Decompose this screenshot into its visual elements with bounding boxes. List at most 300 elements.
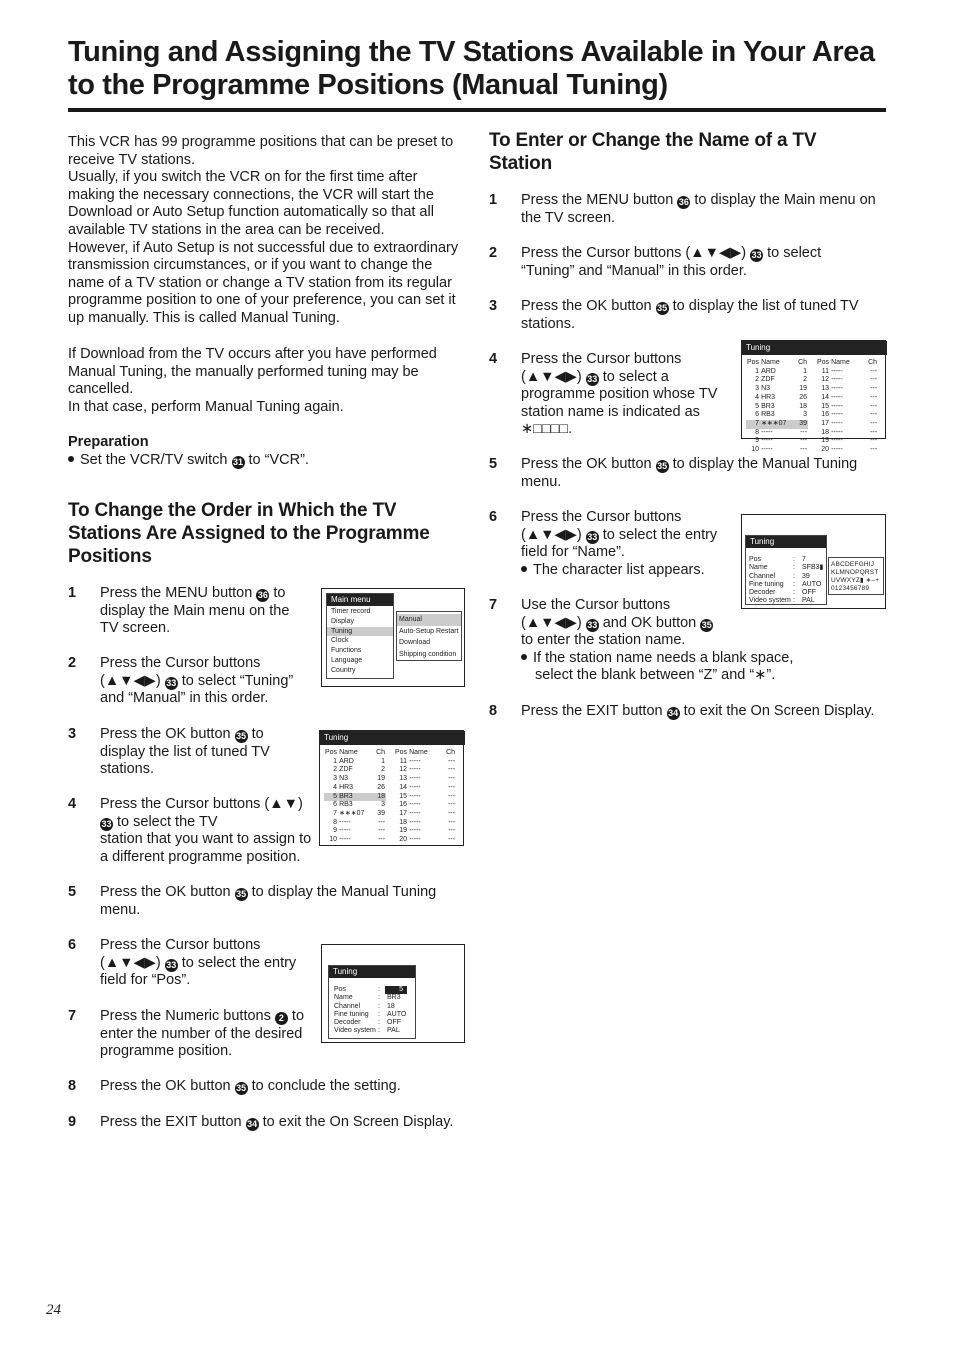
setting-colon: : <box>378 1002 380 1010</box>
character-row: ABCDEFGHIJ <box>831 561 875 568</box>
table-cell: --- <box>870 428 878 436</box>
setting-row <box>749 581 827 589</box>
setting-colon: : <box>378 1010 380 1018</box>
text-line: Press the MENU button 36 to <box>100 585 286 601</box>
setting-value: 5 <box>385 986 407 994</box>
setting-row <box>749 597 827 605</box>
text-line: enter the number of the desired <box>100 1025 303 1042</box>
button-number-icon: 33 <box>587 531 598 542</box>
bullet-icon <box>68 456 74 462</box>
text-line: display the list of tuned TV <box>100 743 270 760</box>
button-number-icon: 31 <box>232 457 243 467</box>
table-cell: --- <box>378 818 386 826</box>
table-cell: ----- <box>339 836 351 844</box>
table-cell: 19 <box>799 385 808 393</box>
text-line: Press the Cursor buttons (▲▼◀▶) 33 to select <box>521 245 822 261</box>
menu-item: Functions <box>331 647 362 655</box>
table-cell: ZDF <box>339 766 353 774</box>
column-header: Name <box>831 359 850 366</box>
table-cell: --- <box>870 419 878 427</box>
table-cell: HR3 <box>339 783 354 791</box>
menu-item: Clock <box>331 637 349 645</box>
button-number-icon: 35 <box>657 461 668 471</box>
text-line: However, if Auto Setup is not successful due to extraordinary <box>68 239 459 256</box>
table-cell: --- <box>448 818 456 826</box>
text-line: transmission circumstances, or if you want to change the <box>68 257 433 274</box>
table-cell: --- <box>870 437 878 445</box>
setting-label: Pos <box>749 556 762 563</box>
table-cell: ----- <box>339 818 351 826</box>
setting-value: SFB3▮ <box>802 564 824 572</box>
text-line: 33 to select the TV <box>101 813 218 830</box>
table-cell: ----- <box>831 393 843 401</box>
table-cell: 7 <box>755 419 760 427</box>
text-line: (▲▼◀▶) 33 to select “Tuning” <box>100 672 294 689</box>
character-row: UVWXYZ▮ ∗–+ <box>831 577 880 584</box>
table-row <box>324 758 386 767</box>
table-cell: --- <box>448 775 456 783</box>
step-number: 7 <box>68 1008 77 1024</box>
button-number-icon: 33 <box>751 250 762 260</box>
button-number-icon: 34 <box>668 708 679 718</box>
table-row <box>746 368 808 377</box>
table-row <box>394 775 456 784</box>
manual-tuning-pos-screen <box>321 944 465 1043</box>
table-cell: --- <box>870 446 878 454</box>
table-row <box>816 376 878 385</box>
table-cell: 26 <box>377 783 386 791</box>
table-cell: 3 <box>803 411 808 419</box>
table-cell: ----- <box>409 801 421 809</box>
step-number: 1 <box>68 585 77 601</box>
button-number-icon: 33 <box>587 619 598 630</box>
table-cell: 19 <box>821 437 830 445</box>
setting-value: BR3 <box>387 994 401 1002</box>
text-line: display the Main menu on the <box>100 602 290 619</box>
setting-label: Decoder <box>749 589 776 597</box>
page-title <box>68 36 888 102</box>
tuning-submenu-items <box>397 614 461 660</box>
text-line: the TV screen. <box>521 209 616 226</box>
text-line: available TV stations in the area can be received. <box>68 221 385 238</box>
table-row <box>394 819 456 828</box>
title-line-2: to the Programme Positions (Manual Tuning) <box>68 69 668 101</box>
table-cell: ----- <box>831 385 843 393</box>
table-cell: ----- <box>831 446 843 454</box>
table-cell: 4 <box>755 393 760 401</box>
setting-row <box>334 986 414 994</box>
manual-tuning-rows <box>749 556 827 606</box>
step-number: 6 <box>489 509 498 525</box>
tuning-list-header: Tuning <box>742 341 887 355</box>
table-cell: 3 <box>333 775 338 783</box>
text-line: Press the Cursor buttons (▲▼) <box>100 796 303 812</box>
text-line: Positions <box>68 546 152 567</box>
main-menu-panel <box>326 593 394 679</box>
table-row <box>394 758 456 767</box>
table-cell: ----- <box>409 792 421 800</box>
step-number: 5 <box>489 456 498 472</box>
table-cell: --- <box>870 402 878 410</box>
setting-label: Pos <box>334 986 347 993</box>
table-row <box>324 827 386 836</box>
table-cell: ----- <box>409 818 421 826</box>
setting-label: Video system <box>334 1027 376 1035</box>
table-row <box>746 394 808 403</box>
table-cell: 14 <box>821 393 830 401</box>
button-number-icon: 35 <box>657 303 668 313</box>
submenu-item: Shipping condition <box>399 650 457 658</box>
table-cell: 10 <box>751 446 760 454</box>
intro-paragraph-2 <box>68 346 468 416</box>
table-row <box>746 420 808 429</box>
step-number: 8 <box>68 1078 77 1094</box>
table-cell: 1 <box>755 367 760 375</box>
table-cell: 2 <box>803 376 808 384</box>
table-cell: 13 <box>821 385 830 393</box>
preparation-text: Set the VCR/TV switch <box>80 452 228 468</box>
table-cell: 8 <box>755 428 760 436</box>
setting-value: AUTO <box>387 1010 407 1018</box>
table-row <box>816 446 878 455</box>
table-row <box>324 793 386 802</box>
step-number: 1 <box>489 192 498 208</box>
step-number: 7 <box>489 597 498 613</box>
table-cell: 18 <box>799 402 808 410</box>
table-cell: ----- <box>831 411 843 419</box>
text-line: programme position whose TV <box>521 386 718 403</box>
setting-value: PAL <box>387 1027 400 1035</box>
table-row <box>816 368 878 377</box>
setting-value: PAL <box>802 597 815 605</box>
table-cell: --- <box>448 827 456 835</box>
table-row <box>746 403 808 412</box>
setting-colon: : <box>793 572 795 580</box>
setting-value: OFF <box>802 589 816 597</box>
preparation-item <box>68 452 309 470</box>
table-cell: --- <box>378 827 386 835</box>
table-cell: --- <box>448 757 456 765</box>
table-cell: HR3 <box>761 393 776 401</box>
button-number-icon: 36 <box>257 590 268 600</box>
table-cell: ----- <box>409 809 421 817</box>
table-cell: 6 <box>755 411 760 419</box>
column-header: Pos <box>817 359 830 366</box>
text-line: station that you want to assign to <box>100 831 312 848</box>
table-cell: 26 <box>799 393 808 401</box>
bullet-icon <box>521 566 527 572</box>
setting-label: Channel <box>334 1002 361 1010</box>
text-line: cancelled. <box>68 381 134 398</box>
setting-colon: : <box>793 564 795 572</box>
text-line: Press the Cursor buttons <box>521 351 682 367</box>
character-list-panel <box>828 557 884 595</box>
text-line: Press the OK button 35 to display the list of tuned TV <box>521 298 859 314</box>
table-cell: ----- <box>339 827 351 835</box>
text-line: Download or Auto Setup function automatically so that all <box>68 204 434 221</box>
table-cell: ----- <box>831 437 843 445</box>
table-row <box>394 827 456 836</box>
text-line: If Download from the TV occurs after you have performed <box>68 346 437 362</box>
table-row <box>394 836 456 845</box>
setting-row <box>334 1027 414 1035</box>
table-cell: 2 <box>381 766 386 774</box>
text-line: stations. <box>521 315 575 332</box>
text-line: to enter the station name. <box>521 632 686 649</box>
table-cell: ----- <box>831 367 843 375</box>
table-row <box>394 793 456 802</box>
table-cell: 11 <box>821 367 830 375</box>
table-cell: 17 <box>821 419 830 427</box>
step-number: 6 <box>68 937 77 953</box>
manual-tuning-rows <box>334 986 414 1036</box>
tuning-list-right-column <box>394 749 456 845</box>
step-number: 3 <box>68 726 77 742</box>
table-cell: ----- <box>831 376 843 384</box>
setting-colon: : <box>793 556 795 563</box>
setting-row <box>334 994 414 1002</box>
character-row: KLMNOPQRST <box>831 569 879 576</box>
table-cell: 20 <box>821 446 830 454</box>
text-line: menu. <box>521 473 562 490</box>
setting-row <box>749 573 827 581</box>
table-cell: 14 <box>399 783 408 791</box>
table-row <box>746 376 808 385</box>
text-line: Use the Cursor buttons <box>521 597 671 613</box>
text-line: Press the OK button 35 to display the Manual Tuning <box>100 884 437 900</box>
text-line: Press the EXIT button 34 to exit the On Screen Display. <box>521 703 875 719</box>
table-cell: 1 <box>333 757 338 765</box>
table-row <box>816 429 878 438</box>
text-line: a different programme position. <box>100 848 301 865</box>
text-line <box>521 667 901 685</box>
table-cell: 13 <box>399 775 408 783</box>
character-list <box>831 561 879 593</box>
setting-colon: : <box>793 589 795 597</box>
text-line: ∗□□□□. <box>521 421 573 438</box>
table-row <box>324 819 386 828</box>
button-number-icon: 35 <box>236 889 247 899</box>
table-cell: 39 <box>377 809 386 817</box>
setting-colon: : <box>793 597 795 605</box>
step-text <box>521 245 901 280</box>
table-cell: BR3 <box>761 402 775 410</box>
character-row: 0123456789 <box>831 585 870 592</box>
text-line: and “Manual” in this order. <box>100 690 269 707</box>
setting-label: Name <box>749 564 768 572</box>
table-cell: 12 <box>821 376 830 384</box>
tuning-list-screen <box>319 730 464 846</box>
step-number: 4 <box>489 351 498 367</box>
table-cell: --- <box>448 836 456 844</box>
column-header: Ch <box>868 359 878 366</box>
step-number: 4 <box>68 796 77 812</box>
column-header: Pos <box>747 359 760 366</box>
page-number: 24 <box>46 1302 61 1318</box>
setting-label: Decoder <box>334 1019 361 1027</box>
setting-value: OFF <box>387 1019 401 1027</box>
text-line: Station <box>489 153 552 174</box>
table-cell: 9 <box>333 827 338 835</box>
left-section-heading <box>68 499 468 568</box>
manual-tuning-header: Tuning <box>746 536 826 548</box>
button-number-icon: 35 <box>236 731 247 741</box>
manual-tuning-header: Tuning <box>329 966 415 978</box>
table-cell: --- <box>448 766 456 774</box>
column-header: Pos <box>325 749 338 756</box>
table-row <box>816 403 878 412</box>
table-cell: ∗∗∗07 <box>339 809 365 817</box>
manual-tuning-name-screen <box>741 514 886 609</box>
table-cell: --- <box>448 809 456 817</box>
text-line: (▲▼◀▶) 33 to select the entry <box>100 954 297 971</box>
setting-colon: : <box>793 580 795 588</box>
step-text <box>100 1114 470 1132</box>
table-cell: ----- <box>831 419 843 427</box>
tuning-list-left-column <box>746 359 808 455</box>
tuning-list-screen-name <box>741 340 886 454</box>
table-cell: --- <box>870 393 878 401</box>
table-cell: 11 <box>399 757 408 765</box>
table-cell: --- <box>870 385 878 393</box>
table-row <box>324 775 386 784</box>
table-row <box>324 836 386 845</box>
setting-row <box>749 589 827 597</box>
text-line: This VCR has 99 programme positions that can be preset to <box>68 134 454 150</box>
text-line: If the station name needs a blank space, <box>521 650 901 668</box>
menu-item: Language <box>331 656 363 664</box>
table-cell: ----- <box>409 827 421 835</box>
button-number-icon: 34 <box>247 1119 258 1129</box>
table-cell: 19 <box>399 827 408 835</box>
table-cell: ZDF <box>761 376 775 384</box>
setting-colon: : <box>378 1027 380 1035</box>
column-header: Ch <box>446 749 456 756</box>
text-line: “Tuning” and “Manual” in this order. <box>521 262 747 279</box>
table-cell: RB3 <box>761 411 775 419</box>
table-cell: ----- <box>409 766 421 774</box>
table-cell: 17 <box>399 809 408 817</box>
table-cell: 9 <box>755 437 760 445</box>
text-line: programme position. <box>100 1043 233 1060</box>
table-cell: 16 <box>821 411 830 419</box>
setting-row <box>749 556 827 564</box>
setting-value: 39 <box>802 572 810 580</box>
text-line: To Change the Order in Which the TV <box>68 500 397 521</box>
table-cell: 4 <box>333 783 338 791</box>
step-text <box>521 597 901 685</box>
table-cell: 6 <box>333 801 338 809</box>
text-line: Manual Tuning, the manually performed tuning may be <box>68 363 419 380</box>
text-line: Press the EXIT button 34 to exit the On Screen Display. <box>100 1114 454 1130</box>
step-text <box>100 884 470 919</box>
tuning-submenu-panel <box>396 611 462 661</box>
bullet-icon <box>521 654 527 660</box>
table-cell: 10 <box>329 836 338 844</box>
setting-row <box>334 1003 414 1011</box>
text-line: (▲▼◀▶) 33 to select a <box>521 368 669 385</box>
main-menu-screen <box>321 588 465 687</box>
text-line: Press the OK button 35 to <box>100 726 264 742</box>
table-row <box>816 437 878 446</box>
text-line: Stations Are Assigned to the Programme <box>68 523 430 544</box>
text-line: Press the Numeric buttons 2 to <box>100 1008 305 1024</box>
table-row <box>816 420 878 429</box>
button-number-icon: 33 <box>587 373 598 384</box>
button-number-icon: 35 <box>236 1083 247 1093</box>
text-line: station name is indicated as <box>521 403 700 420</box>
preparation-label: Preparation <box>68 434 149 450</box>
table-cell: --- <box>448 783 456 791</box>
text-line: (▲▼◀▶) 33 and OK button 35 <box>521 614 712 631</box>
text-line: field for “Pos”. <box>100 972 191 989</box>
text-line: field for “Name”. <box>521 544 625 561</box>
intro-paragraph-1 <box>68 134 468 328</box>
column-header: Ch <box>376 749 386 756</box>
table-cell: ----- <box>761 437 773 445</box>
table-cell: 3 <box>381 801 386 809</box>
setting-value: 18 <box>387 1002 395 1010</box>
table-cell: 5 <box>333 792 338 800</box>
column-header: Pos <box>395 749 408 756</box>
setting-label: Video system <box>749 597 791 605</box>
text-line: stations. <box>100 761 154 778</box>
step-text <box>521 298 901 333</box>
table-cell: ----- <box>831 402 843 410</box>
step-number: 9 <box>68 1114 77 1130</box>
button-number-icon: 36 <box>678 197 689 207</box>
step-text <box>521 703 901 721</box>
table-cell: 18 <box>377 792 386 800</box>
table-cell: --- <box>448 801 456 809</box>
table-row <box>746 411 808 420</box>
button-number-icon: 35 <box>701 619 712 630</box>
button-number-icon: 33 <box>166 959 177 970</box>
column-header: Name <box>339 749 358 756</box>
step-number: 8 <box>489 703 498 719</box>
menu-item: Display <box>331 617 354 625</box>
step-text <box>521 192 901 227</box>
table-cell: --- <box>870 367 878 375</box>
table-cell: 12 <box>399 766 408 774</box>
table-cell: ARD <box>761 367 776 375</box>
table-cell: N3 <box>339 775 349 783</box>
setting-colon: : <box>378 994 380 1002</box>
text-line: name of a TV station or change a TV station from its regular <box>68 274 452 291</box>
button-number-icon: 33 <box>166 677 177 688</box>
setting-colon: : <box>378 1019 380 1027</box>
table-cell: ∗∗∗07 <box>761 419 787 427</box>
table-cell: ----- <box>761 446 773 454</box>
step-number: 2 <box>489 245 498 261</box>
table-cell: 15 <box>399 792 408 800</box>
setting-row <box>334 1019 414 1027</box>
title-rule <box>68 108 886 112</box>
text-line: Press the Cursor buttons <box>100 937 261 953</box>
setting-label: Channel <box>749 572 776 580</box>
manual-tuning-panel <box>328 965 416 1039</box>
indented-text: select the blank between “Z” and “∗”. <box>535 667 776 684</box>
table-cell: 20 <box>399 836 408 844</box>
manual-tuning-panel <box>745 535 827 605</box>
table-row <box>746 385 808 394</box>
table-cell: ----- <box>409 836 421 844</box>
text-line: TV screen. <box>100 620 171 637</box>
table-row <box>816 394 878 403</box>
table-row <box>746 446 808 455</box>
table-cell: 2 <box>333 766 338 774</box>
setting-label: Fine tuning <box>749 580 784 588</box>
